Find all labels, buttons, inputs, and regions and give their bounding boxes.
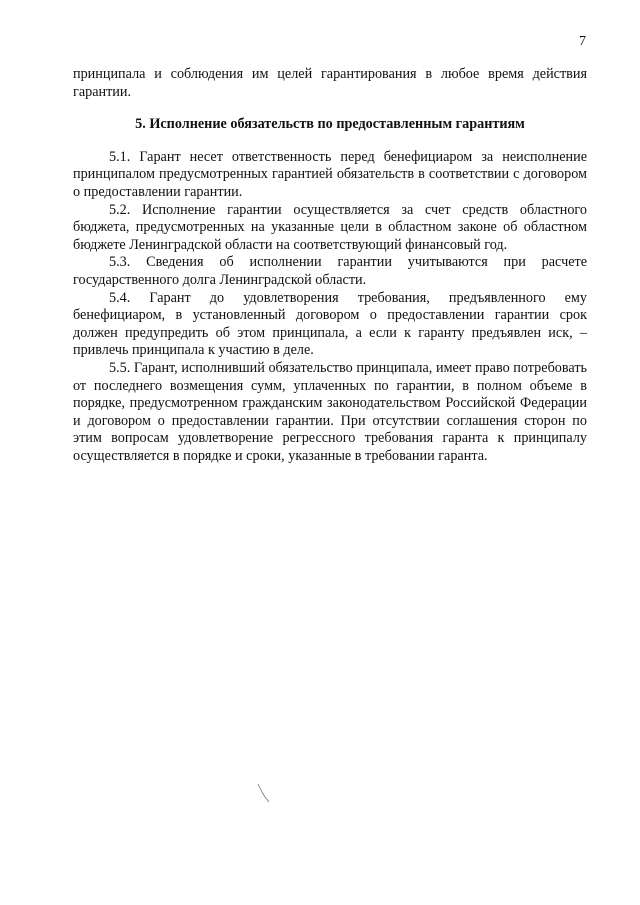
- clause-5-4: 5.4. Гарант до удовлетворения требования, предъявленного ему бенефициаром, в установленный договором о предоставлении гарантии срок должен предупредить об этом принципала, а если к гаранту предъявлен иск, – привлечь принципала к участию в деле.: [73, 289, 587, 359]
- page-number: 7: [579, 34, 586, 49]
- clause-5-1: 5.1. Гарант несет ответственность перед бенефициаром за неисполнение принципалом предусмотренных гарантией обязательств в соответствии с договором о предоставлении гарантии.: [73, 148, 587, 200]
- stray-pen-mark: [256, 782, 272, 804]
- document-body: [73, 66, 587, 465]
- clause-5-3: 5.3. Сведения об исполнении гарантии учитываются при расчете государственного долга Ленинградской области.: [73, 254, 587, 288]
- clause-5-2: 5.2. Исполнение гарантии осуществляется за счет средств областного бюджета, предусмотренных на указанные цели в областном законе об областном бюджете Ленинградской области на соответствующий финансовый год.: [73, 201, 587, 253]
- section-heading: 5. Исполнение обязательств по предоставленным гарантиям: [135, 116, 525, 133]
- clause-5-5: 5.5. Гарант, исполнивший обязательство принципала, имеет право потребовать от последнего возмещения сумм, уплаченных по гарантии, в полном объеме в порядке, предусмотренном гражданским законодательством Российской Федерации и договором о предоставлении гарантии. При отсутствии соглашения сторон по этим вопросам удовлетворение регрессного требования гаранта к принципалу осуществляется в порядке и сроки, указанные в требовании гаранта.: [73, 359, 587, 464]
- intro-paragraph: принципала и соблюдения им целей гарантирования в любое время действия гарантии.: [73, 66, 587, 100]
